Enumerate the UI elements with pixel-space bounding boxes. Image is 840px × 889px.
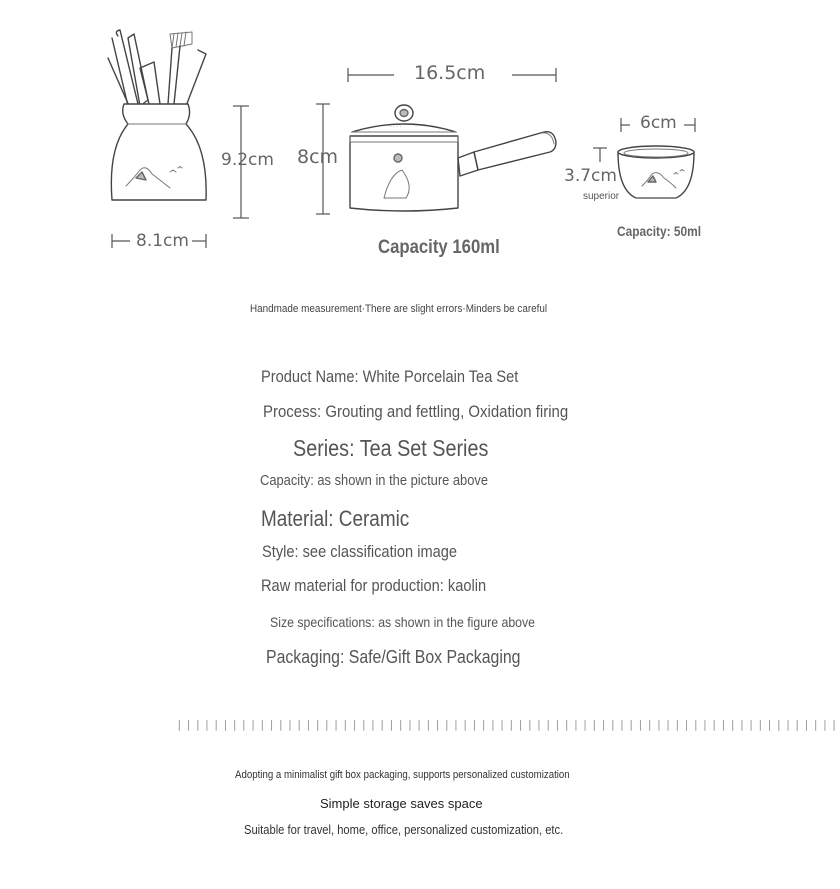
tick-divider: |||||||||||||||||||||||||||||||||||||||||||||||||||||||||||||||||||||||| xyxy=(176,718,840,731)
spec-series: Series: Tea Set Series xyxy=(293,435,489,461)
holder-width-label: 8.1cm xyxy=(136,231,189,251)
spec-capacity: Capacity: as shown in the picture above xyxy=(260,472,489,489)
teapot-height-label: 8cm xyxy=(297,146,339,168)
cup-height-label: 3.7cm xyxy=(564,166,617,186)
spec-style: Style: see classification image xyxy=(262,542,458,561)
footer-usage-text: Suitable for travel, home, office, personalized customization, etc. xyxy=(244,822,564,837)
cup-capacity-label: Capacity: 50ml xyxy=(617,223,702,239)
spec-raw-material: Raw material for production: kaolin xyxy=(261,576,487,595)
holder-height-label: 9.2cm xyxy=(221,150,274,170)
measurement-note: Handmade measurement·There are slight errors·Minders be careful xyxy=(250,303,548,315)
footer-packaging-text: Adopting a minimalist gift box packaging, supports personalized customization xyxy=(235,769,570,781)
cup-superior-label: superior xyxy=(583,191,620,202)
spec-material: Material: Ceramic xyxy=(261,506,410,531)
cup-width-label: 6cm xyxy=(640,113,677,133)
spec-size: Size specifications: as shown in the figure above xyxy=(270,614,536,630)
footer-storage-text: Simple storage saves space xyxy=(320,796,483,811)
svg-text:· · · ·: · · · · xyxy=(390,124,402,130)
teapot-capacity-label: Capacity 160ml xyxy=(378,237,500,258)
spec-process: Process: Grouting and fettling, Oxidation firing xyxy=(263,402,569,421)
spec-packaging: Packaging: Safe/Gift Box Packaging xyxy=(266,647,521,667)
spec-product-name: Product Name: White Porcelain Tea Set xyxy=(261,367,519,386)
teapot-length-label: 16.5cm xyxy=(414,62,486,84)
